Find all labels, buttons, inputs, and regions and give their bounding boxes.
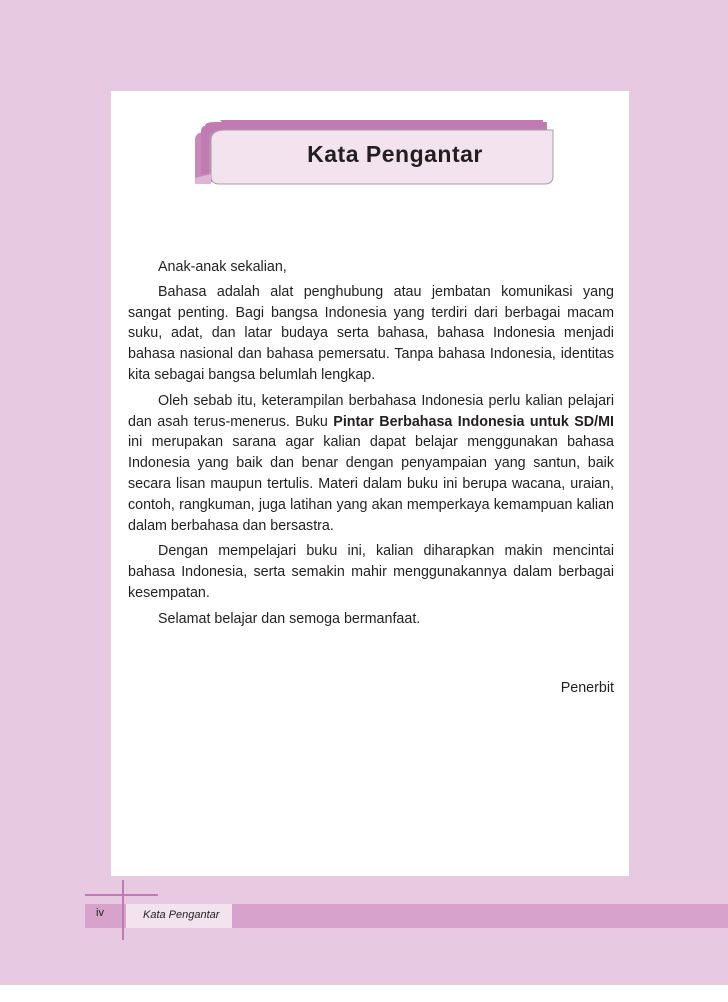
paragraph-2-start: Oleh sebab itu, keterampilan berbahasa Indonesia perlu kalian pelajari dan asah terus-menerus. Buku — [128, 392, 614, 430]
paragraph-1: Bahasa adalah alat penghubung atau jembatan komunikasi yang sangat penting. Bagi bangsa Indonesia yang terdiri dari berbagai macam suku, adat, dan latar budaya serta bahasa, bahasa Indonesia menjadi bahasa nasional dan bahasa pemersatu. Tanpa bahasa Indonesia, identitas kita sebagai bangsa belumlah lengkap. — [128, 283, 614, 383]
signature: Penerbit — [560, 680, 614, 696]
paragraph-2 — [128, 391, 614, 537]
book-title: Pintar Berbahasa Indonesia untuk SD/MI — [333, 413, 614, 430]
paragraph-4: Selamat belajar dan semoga bermanfaat. — [158, 610, 421, 627]
title-banner — [175, 112, 560, 192]
paragraph-3: Dengan mempelajari buku ini, kalian diharapkan makin mencintai bahasa Indonesia, serta semakin mahir menggunakannya dalam berbagai kesempatan. — [128, 543, 614, 601]
footer-divider — [122, 880, 124, 940]
greeting: Anak-anak sekalian, — [158, 259, 287, 275]
paragraph-2-end: ini merupakan sarana agar kalian dapat belajar menggunakan bahasa Indonesia yang baik dan benar dengan penyampaian yang santun, baik secara lisan maupun tertulis. Materi dalam buku ini berupa wacana, uraian, contoh, rangkuman, juga latihan yang akan memperkaya kemampuan kalian dalam berbahasa dan bersastra. — [128, 434, 614, 534]
footer-section-label: Kata Pengantar — [143, 909, 220, 921]
page-number: iv — [96, 907, 104, 919]
foreword-text — [128, 257, 614, 634]
page-title: Kata Pengantar — [307, 141, 483, 167]
